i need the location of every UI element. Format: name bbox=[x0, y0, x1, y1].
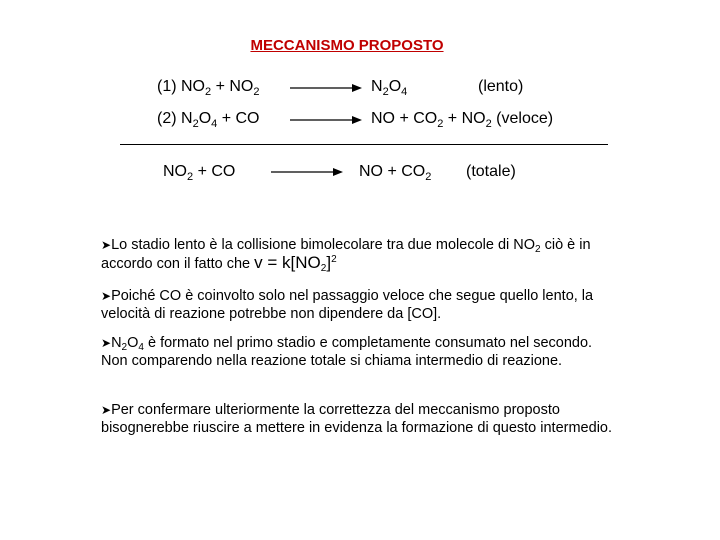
arrow-bullet-icon: ➤ bbox=[101, 289, 112, 303]
reaction-2-arrow-icon bbox=[290, 115, 362, 125]
paragraph-intermediate: $➤N_2O_4$ è formato nel primo stadio e completamente consumato nel secondo. Non comparendo nella reazione totale si chiama intermedio di reazione. bbox=[101, 335, 593, 369]
rate-law: $v = k[NO_2]^2$ bbox=[254, 253, 337, 274]
total-reaction-products: NO + $CO_2$ bbox=[359, 163, 432, 183]
paragraph-co-independence: ➤Poiché CO è coinvolto solo nel passaggio veloce che segue quello lento, la velocità di reazione potrebbe non dipendere da [CO]. bbox=[101, 288, 594, 322]
reaction-1-reactants: (1) $NO_2 + NO_2$ bbox=[157, 78, 260, 98]
arrow-bullet-icon: ➤ bbox=[101, 336, 112, 350]
reaction-2-reactants: (2) $N_2O_4$ + CO bbox=[157, 110, 260, 130]
arrow-bullet-icon: ➤ bbox=[101, 238, 112, 252]
arrow-bullet-icon: ➤ bbox=[101, 403, 112, 417]
total-reaction-arrow-icon bbox=[271, 167, 343, 177]
reaction-2-products: NO + $CO_2 + NO_2$ (veloce) bbox=[371, 110, 554, 130]
paragraph-rate-determining-step: ➤Lo stadio lento è la collisione bimolecolare tra due molecole di $NO_2$ ciò è in accordo con il fatto che $v = k[NO_2]^2$ bbox=[101, 237, 591, 274]
paragraph-confirmation: ➤Per confermare ulteriormente la correttezza del meccanismo proposto bisognerebbe riuscire a mettere in evidenza la formazione di questo intermedio. bbox=[101, 402, 613, 436]
total-reaction-note: (totale) bbox=[466, 163, 516, 180]
reaction-1-arrow-icon bbox=[290, 83, 362, 93]
reaction-1-products: $N_2O_4$ bbox=[371, 78, 408, 98]
total-reaction-reactants: $NO_2$ + CO bbox=[163, 163, 236, 183]
page-title: MECCANISMO PROPOSTO bbox=[250, 37, 444, 54]
reaction-1-note: (lento) bbox=[478, 78, 524, 95]
divider-line bbox=[120, 144, 608, 145]
